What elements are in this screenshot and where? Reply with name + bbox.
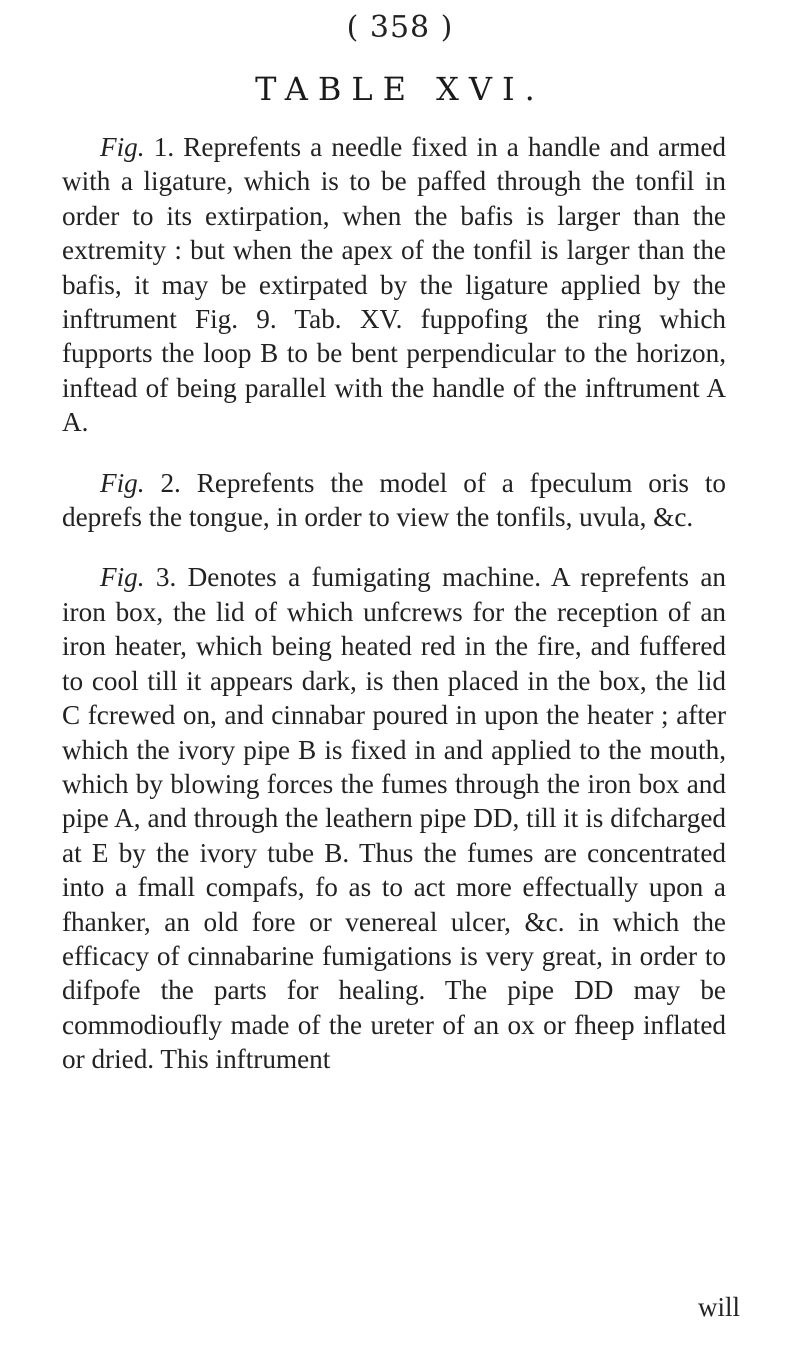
paragraph-fig-2 — [62, 466, 726, 535]
paragraph-text: 3. Denotes a fumigating machine. A reprefents an iron box, the lid of which unfcrews for the reception of an iron heater, which being heated red in the fire, and fuffered to cool till it appears dark, is then placed in the box, the lid C fcrewed on, and cinnabar poured in upon the heater ; after which the ivory pipe B is fixed in and applied to the mouth, which by blowing forces the fumes through the iron box and pipe A, and through the leathern pipe DD, till it is difcharged at E by the ivory tube B. Thus the fumes are concentrated into a fmall compafs, fo as to act more effectually upon a fhanker, an old fore or venereal ulcer, &c. in which the efficacy of cinnabarine fumigations is very great, in order to difpofe the parts for healing. The pipe DD may be commodioufly made of the ureter of an ox or fheep inflated or dried. This inftrument — [62, 562, 726, 1075]
paragraph-text: 2. Reprefents the model of a fpeculum oris to deprefs the tongue, in order to view the tonfils, uvula, &c. — [62, 467, 727, 533]
page-number: ( 358 ) — [346, 10, 454, 45]
paragraph-text: 1. Reprefents a needle fixed in a handle and armed with a ligature, which is to be paffed through the tonfil in order to its extirpation, when the bafis is larger than the extremity : but when the apex of the tonfil is larger than the bafis, it may be extirpated by the ligature applied by the inftrument Fig. 9. Tab. XV. fuppofing the ring which fupports the loop B to be bent perpendicular to the horizon, inftead of being parallel with the handle of the inftrument A A. — [62, 132, 726, 438]
body-text — [62, 130, 726, 1077]
fig-label: Fig. — [100, 132, 145, 162]
fig-label: Fig. — [100, 467, 145, 498]
table-title: TABLE XVI. — [255, 70, 545, 108]
paragraph-fig-3 — [62, 560, 726, 1076]
paragraph-fig-1 — [62, 130, 726, 440]
catchword: will — [698, 1292, 741, 1322]
fig-label: Fig. — [100, 562, 145, 593]
